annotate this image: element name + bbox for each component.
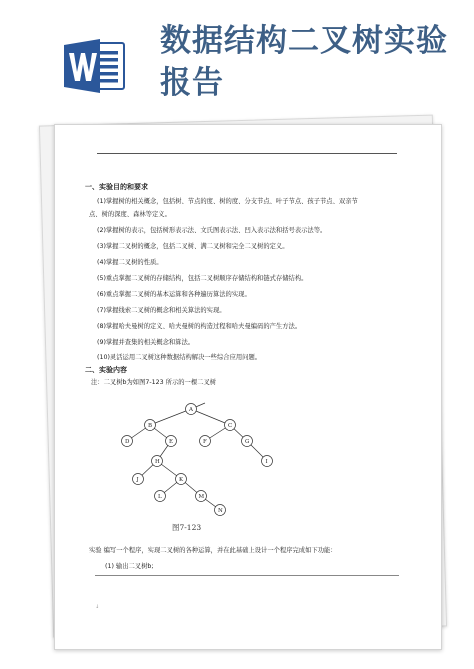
figure-caption: 图7-123	[172, 523, 202, 532]
footer-rule	[95, 575, 399, 576]
page-title: 数据结构二叉树实验报告	[160, 23, 448, 101]
objective-line: (6)重点掌握二叉树的基本运算和各种遍历算法的实现。	[97, 291, 251, 298]
tree-node-c	[225, 420, 236, 431]
svg-text:D: D	[125, 439, 130, 445]
tree-node-m	[196, 491, 207, 502]
tree-node-l	[155, 491, 166, 502]
svg-text:I: I	[265, 459, 268, 465]
objective-line: (4)掌握二叉树的性质。	[97, 259, 163, 266]
experiment-description: 实验 编写一个程序，实现二叉树的各种运算，并在此基础上设计一个程序完成如下功能：	[89, 547, 337, 554]
svg-text:N: N	[218, 508, 223, 514]
objective-line: (9)掌握并查集的相关概念和算法。	[97, 339, 195, 346]
document-page	[54, 124, 442, 650]
binary-tree-figure	[115, 397, 285, 527]
paragraph-mark: ↓	[95, 604, 100, 610]
svg-text:H: H	[155, 459, 160, 465]
svg-text:L: L	[158, 494, 162, 500]
tree-node-i	[262, 456, 273, 467]
tree-node-f	[200, 436, 211, 447]
tree-node-g	[242, 436, 253, 447]
svg-text:G: G	[245, 439, 250, 445]
objective-line: (3)掌握二叉树的概念，包括二叉树、满二叉树和完全二叉树的定义。	[97, 243, 289, 250]
objective-line: (8)掌握哈夫曼树的定义、哈夫曼树的构造过程和哈夫曼编码的产生方法。	[97, 323, 302, 330]
header-rule	[97, 153, 397, 154]
tree-node-b	[145, 420, 156, 431]
svg-text:A: A	[189, 407, 193, 413]
objective-line: 点、树的深度、森林等定义。	[89, 211, 171, 218]
tree-node-n	[215, 505, 226, 516]
tree-node-e	[166, 436, 177, 447]
word-logo-icon	[64, 37, 126, 95]
section-heading-content: 二、实验内容	[85, 366, 127, 374]
objective-line: (2)掌握树的表示，包括树形表示法、文氏图表示法、凹入表示法和括号表示法等。	[97, 227, 327, 234]
svg-text:K: K	[179, 477, 184, 483]
svg-text:F: F	[203, 439, 207, 445]
svg-text:C: C	[228, 423, 233, 429]
tree-node-k	[176, 474, 187, 485]
experiment-item: (1) 输出二叉树b;	[105, 563, 154, 570]
tree-note: 注：二叉树b为如图7-123 所示的一棵二叉树	[91, 379, 217, 386]
objective-line: (5)重点掌握二叉树的存储结构，包括二叉树顺序存储结构和链式存储结构。	[97, 275, 308, 282]
objective-line: (7)掌握线索二叉树的概念和相关算法的实现。	[97, 307, 226, 314]
tree-node-a	[186, 404, 197, 415]
tree-node-h	[152, 456, 163, 467]
svg-text:B: B	[148, 423, 153, 429]
objective-line: (10)灵活运用二叉树这种数据结构解决一些综合应用问题。	[97, 354, 262, 361]
svg-text:J: J	[136, 477, 139, 483]
svg-text:M: M	[198, 494, 205, 500]
section-heading-objectives: 一、实验目的和要求	[85, 183, 148, 191]
objective-line: (1)掌握树的相关概念，包括树、节点的度、树的度、分支节点、叶子节点、孩子节点、双亲节	[97, 198, 358, 205]
tree-node-j	[133, 474, 144, 485]
svg-text:E: E	[169, 439, 174, 445]
tree-node-d	[122, 436, 133, 447]
